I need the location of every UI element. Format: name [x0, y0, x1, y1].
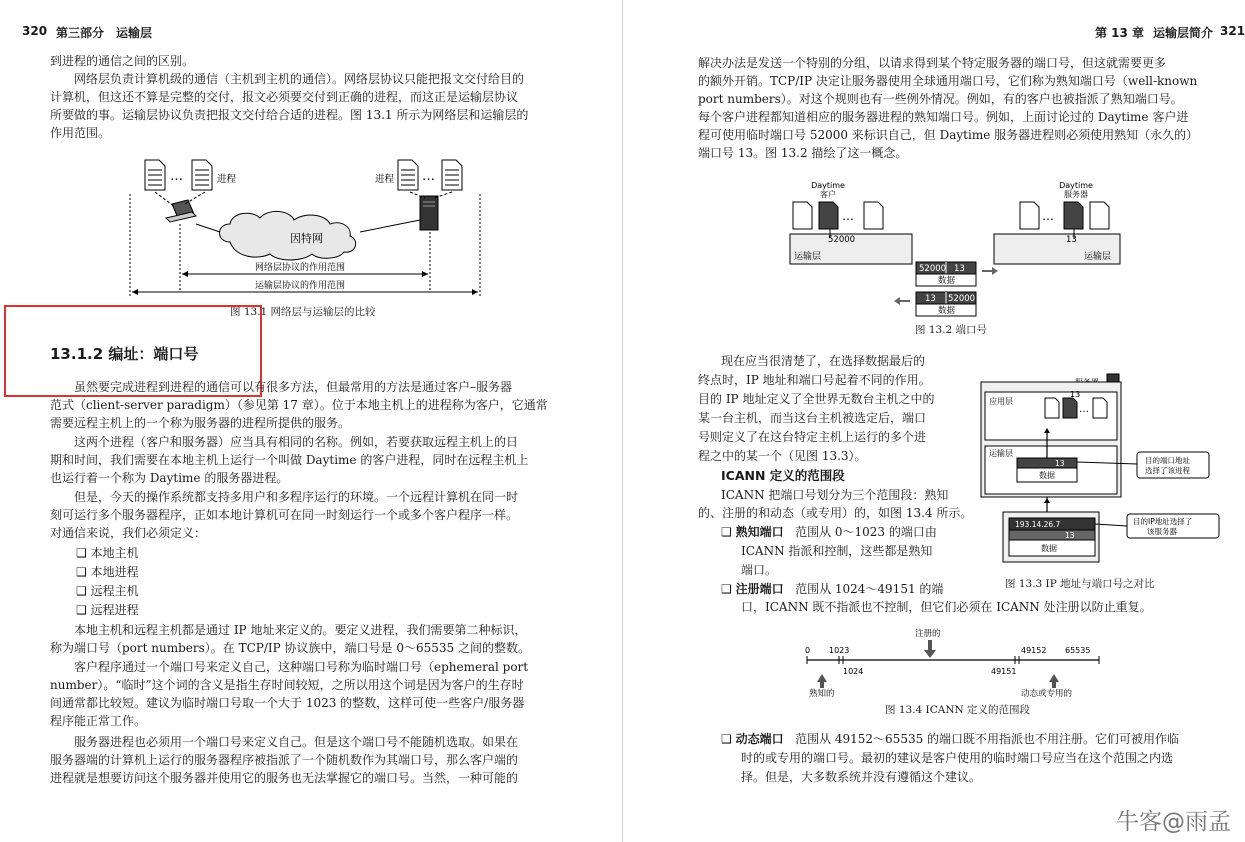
port-label: 13 — [1070, 390, 1081, 399]
packet2-data: 数据 — [938, 306, 956, 316]
arrow-down-icon — [924, 650, 936, 658]
dynamic-label: 动态或专用的 — [1021, 689, 1073, 698]
dynamic-line: 时的或专用的端口号。最初的建议是客户使用的临时端口号应当在这个范围之内选 — [741, 751, 1174, 765]
dots: … — [1042, 209, 1054, 223]
checkbox-bullet-icon: ❑ — [76, 584, 87, 598]
dots: … — [842, 209, 854, 223]
left-para3-line: number）。“临时”这个词的含义是指生存时间较短，之所以用这个词是因为客户的生存时 — [50, 678, 524, 692]
bullet-item: ❑ 本地进程 — [76, 565, 139, 579]
figure-13-1 — [120, 152, 500, 302]
dots: … — [170, 169, 183, 184]
cloud-label: 因特网 — [290, 232, 323, 245]
right-para1-line: 端口号 13。图 13.2 描绘了这一概念。 — [698, 146, 908, 160]
transport-label: 运输层 — [989, 449, 1013, 458]
left-para1-line: 网络层负责计算机级的通信（主机到主机的通信）。网络层协议只能把报文交付给目的 — [74, 72, 525, 86]
well-known-line: 端口。 — [741, 563, 778, 577]
checkbox-bullet-icon: ❑ — [721, 525, 732, 539]
callout-ip-2: 该服务器 — [1147, 527, 1177, 536]
checkbox-bullet-icon: ❑ — [76, 546, 87, 560]
callout-port-2: 选择了该进程 — [1145, 466, 1190, 475]
process-doc-icon — [398, 160, 418, 190]
arrow-right-icon — [982, 267, 998, 275]
packet1-dst: 13 — [954, 264, 965, 274]
process-doc-icon — [442, 160, 462, 190]
right-para1-line: 的额外开销。TCP/IP 决定让服务器使用全球通用端口号，它们称为熟知端口号（well-known — [698, 74, 1198, 88]
well-known-line: ICANN 指派和控制，这些都是熟知 — [741, 544, 933, 558]
left-para1-line: 所要做的事。运输层协议负责把报文交付给合适的进程。图 13.1 所示为网络层和运输层的 — [50, 108, 529, 122]
right-para2-line: 终点时，IP 地址和端口号起着不同的作用。 — [698, 373, 931, 387]
left-para2-line: 这两个进程（客户和服务器）应当具有相同的名称。例如，若要获取远程主机上的日 — [74, 435, 519, 449]
server-label-2: 服务器 — [1064, 190, 1088, 199]
ip-port: 13 — [1065, 531, 1075, 540]
registered-line: 口，ICANN 既不指派也不控制，但它们必须在 ICANN 处注册以防止重复。 — [741, 600, 1152, 614]
left-para2-line: 对通信来说，我们必须定义： — [50, 526, 207, 540]
figure-13-4 — [803, 626, 1103, 698]
callout-ip-1: 目的IP地址选择了 — [1133, 517, 1193, 526]
tick-1023: 1023 — [829, 646, 850, 655]
figure-13-2-caption: 图 13.2 端口号 — [915, 324, 988, 336]
transport-right-label: 运输层 — [1084, 252, 1112, 262]
left-para2-line: 也运行着一个称为 Daytime 的服务器进程。 — [50, 471, 289, 485]
arrow-up-icon — [817, 674, 827, 682]
process-doc-icon — [192, 160, 212, 190]
right-para1-line: 解决办法是发送一个特别的分组，以请求得到某个特定服务器的端口号，但这就需要更多 — [698, 56, 1167, 70]
packet1-src: 52000 — [919, 264, 947, 274]
left-para1-line: 计算机，但这还不算是完整的交付，报文必须要交付到正确的进程，而这正是运输层协议 — [50, 90, 519, 104]
left-para2-line: 范式（client-server paradigm）（参见第 17 章）。位于本地主机上的进程称为客户，它通常 — [50, 398, 548, 412]
internet-cloud — [220, 211, 356, 260]
figure-13-3 — [975, 372, 1237, 572]
dots: … — [1079, 404, 1089, 415]
checkbox-bullet-icon: ❑ — [76, 565, 87, 579]
bullet-item: ❑ 远程进程 — [76, 603, 139, 617]
right-para1-line: 程可使用临时端口号 52000 来标识自己，但 Daytime 服务器进程则必须使用熟知（永久的） — [698, 128, 1199, 142]
segment-data: 数据 — [1039, 471, 1055, 480]
arrow-up-icon — [1049, 674, 1059, 682]
checkbox-bullet-icon: ❑ — [721, 582, 732, 596]
app-layer-label: 应用层 — [989, 397, 1013, 406]
figure-13-2 — [788, 178, 1123, 318]
process-label-left: 进程 — [217, 174, 237, 185]
tick-49151: 49151 — [991, 667, 1017, 676]
right-para3-line: 的、注册的和动态（或专用）的，如图 13.4 所示。 — [698, 506, 973, 520]
figure-13-4-caption: 图 13.4 ICANN 定义的范围段 — [885, 704, 1031, 716]
well-known-label: 熟知的 — [809, 689, 835, 698]
ip-address: 193.14.26.7 — [1015, 520, 1061, 529]
right-para2-line: 号则定义了在这台特定主机上运行的多个进 — [698, 430, 927, 444]
left-part-label: 第三部分 — [56, 26, 105, 40]
process-doc-icon — [145, 160, 165, 190]
right-running-title: 运输层简介 — [1153, 26, 1214, 40]
left-para1-line: 作用范围。 — [50, 126, 111, 140]
dynamic-item: ❑ 动态端口 范围从 49152～65535 的端口既不用指派也不用注册。它们可被用作临 — [721, 732, 1180, 746]
bullet-item: ❑ 远程主机 — [76, 584, 139, 598]
left-para3-line: 程序能正常工作。 — [50, 714, 147, 728]
left-para3-line: 间通常都比较短。建议为临时端口号取一个大于 1023 的整数，这样可使一些客户/服务器 — [50, 696, 525, 710]
left-para3-line: 服务器端的计算机上运行的服务器程序被指派了一个随机数作为其端口号，那么客户端的 — [50, 753, 519, 767]
packet2-dst: 52000 — [948, 294, 976, 304]
right-page — [623, 0, 1245, 842]
watermark: 牛客@雨孟 — [1116, 809, 1231, 835]
left-para2-line: 需要远程主机上的一个称为服务器的进程所提供的服务。 — [50, 416, 351, 430]
dots: … — [422, 169, 435, 184]
right-chapter-label: 第 13 章 — [1095, 26, 1145, 40]
right-para1-line: 每个客户进程都知道相应的服务器进程的熟知端口号。例如，上面讨论过的 Daytime 客户进 — [698, 110, 1189, 124]
packet2-src: 13 — [925, 294, 936, 304]
left-para3-line: 进程就是想要访问这个服务器并使用它的服务也无法掌握它的端口号。当然，一种可能的 — [50, 771, 519, 785]
left-para2-line: 但是，今天的操作系统都支持多用户和多程序运行的环境。一个远程计算机在同一时 — [74, 490, 519, 504]
figure-13-1-caption: 图 13.1 网络层与运输层的比较 — [230, 306, 376, 318]
tick-0: 0 — [805, 646, 811, 655]
left-para2-line: 虽然要完成进程到进程的通信可以有很多方法，但最常用的方法是通过客户–服务器 — [74, 380, 513, 394]
tick-49152: 49152 — [1021, 646, 1047, 655]
tick-1024: 1024 — [843, 667, 864, 676]
section-title: 13.1.2 编址：端口号 — [50, 345, 199, 363]
right-para1-line: port numbers）。对这个规则也有一些例外情况。例如，有的客户也被指派了熟知端口号。 — [698, 92, 1183, 106]
right-para2-line: 目的 IP 地址定义了全世界无数台主机之中的 — [698, 392, 935, 406]
left-para2-line: 刻可运行多个服务器程序，正如本地计算机可在同一时刻运行一个或多个客户程序一样。 — [50, 508, 519, 522]
right-para2-line: 程之中的某一个（见图 13.3）。 — [698, 449, 867, 463]
server-label-1: Daytime — [1059, 181, 1093, 190]
registered-item: ❑ 注册端口 范围从 1024～49151 的端 — [721, 582, 944, 596]
subsection-title: ICANN 定义的范围段 — [721, 468, 845, 483]
trans-scope-label: 运输层协议的作用范围 — [255, 281, 346, 291]
laptop-icon — [166, 200, 196, 222]
dynamic-line: 择。但是，大多数系统并没有遵循这个建议。 — [741, 770, 982, 784]
bullet-item: ❑ 本地主机 — [76, 546, 139, 560]
packet1-data: 数据 — [938, 276, 956, 286]
server-icon — [420, 196, 438, 230]
right-para2-line: 现在应当很清楚了，在选择数据最后的 — [721, 354, 926, 368]
transport-left-label: 运输层 — [794, 252, 822, 262]
net-scope-label: 网络层协议的作用范围 — [255, 263, 346, 273]
server-port: 13 — [1066, 235, 1077, 245]
callout-port-1: 目的端口地址 — [1145, 456, 1190, 465]
arrow-left-icon — [894, 297, 910, 305]
left-running-title: 运输层 — [116, 26, 153, 40]
tick-65535: 65535 — [1065, 646, 1091, 655]
figure-13-3-caption: 图 13.3 IP 地址与端口号之对比 — [1005, 578, 1155, 590]
right-para3-line: ICANN 把端口号划分为三个范围段：熟知 — [721, 488, 949, 502]
ip-data: 数据 — [1041, 544, 1057, 553]
left-para2-line: 期和时间，我们需要在本地主机上运行一个叫做 Daytime 的客户进程，同时在远程主机上 — [50, 453, 529, 467]
checkbox-bullet-icon: ❑ — [721, 732, 732, 746]
segment-port: 13 — [1055, 459, 1065, 468]
process-label-right: 进程 — [375, 174, 395, 185]
client-label-2: 客户 — [820, 190, 836, 199]
left-para3-line: 本地主机和远程主机都是通过 IP 地址来定义的。要定义进程，我们需要第二种标识， — [74, 623, 527, 637]
left-page-number: 320 — [22, 24, 48, 38]
left-para1-line: 到进程的通信之间的区别。 — [50, 54, 195, 68]
left-para3-line: 称为端口号（port numbers）。在 TCP/IP 协议族中，端口号是 0～65535 之间的整数。 — [50, 641, 530, 655]
checkbox-bullet-icon: ❑ — [76, 603, 87, 617]
right-para2-line: 某一台主机，而当这台主机被选定后，端口 — [698, 411, 927, 425]
right-page-number: 321 — [1220, 24, 1245, 38]
left-para3-line: 服务器进程也必须用一个端口号来定义自己。但是这个端口号不能随机选取。如果在 — [74, 735, 519, 749]
well-known-item: ❑ 熟知端口 范围从 0～1023 的端口由 — [721, 525, 937, 539]
left-para3-line: 客户程序通过一个端口号来定义自己，这种端口号称为临时端口号（ephemeral port — [74, 660, 529, 674]
client-label-1: Daytime — [811, 181, 845, 190]
registered-label: 注册的 — [915, 629, 941, 639]
client-port: 52000 — [828, 235, 856, 245]
